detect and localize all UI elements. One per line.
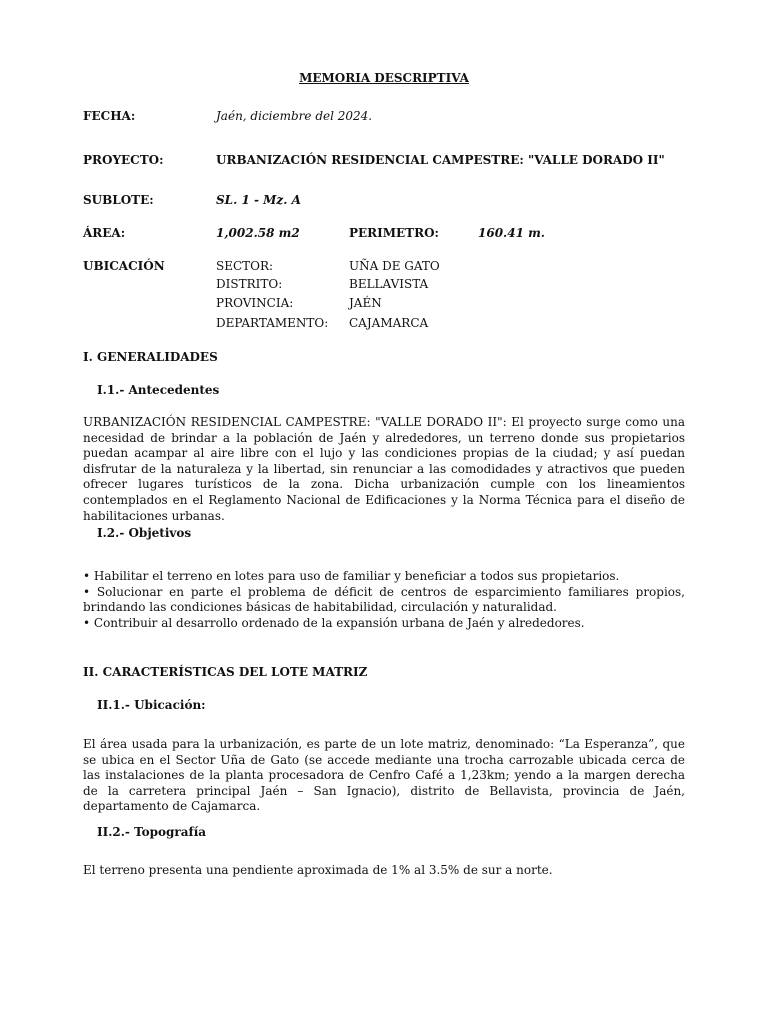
sublote-label: SUBLOTE: [83, 193, 154, 207]
antecedentes-paragraph: URBANIZACIÓN RESIDENCIAL CAMPESTRE: "VALLE DORADO II": El proyecto surge como una necesidad de brindar a la población de Jaén y alrededores, un terreno donde sus propietarios puedan acampar al aire libre con el lujo y las condiciones propias de la ciudad; y así puedan disfrutar de la naturaleza y la libertad, sin renunciar a las comodidades y atractivos que pueden ofrecer lugares turísticos de la zona. Dicha urbanización cumple con los lineamientos contemplados en el Reglamento Nacional de Edificaciones y la Norma Técnica para el diseño de habilitaciones urbanas. [83, 415, 685, 523]
perimetro-value: 160.41 m. [478, 226, 545, 240]
ubicacion-paragraph: El área usada para la urbanización, es parte de un lote matriz, denominado: “La Esperanza”, que se ubica en el Sector Uña de Gato (se accede mediante una trocha carrozable ubicada cerca de las instalaciones de la planta procesadora de Cenfro Café a 1,23km; yendo a la margen derecha de la carretera principal Jaén – San Ignacio), distrito de Bellavista, provincia de Jaén, departamento de Cajamarca. [83, 737, 685, 814]
document-title: MEMORIA DESCRIPTIVA [299, 71, 469, 85]
list-item: • Habilitar el terreno en lotes para uso de familiar y beneficiar a todos sus propietarios. [83, 569, 620, 583]
ubicacion-label: UBICACIÓN [83, 259, 165, 273]
section-1-2-heading: I.2.- Objetivos [97, 526, 192, 540]
section-2-1-heading: II.1.- Ubicación: [97, 698, 206, 712]
area-value: 1,002.58 m2 [216, 226, 300, 240]
section-1-1-heading: I.1.- Antecedentes [97, 383, 220, 397]
perimetro-label: PERIMETRO: [349, 226, 439, 240]
ubicacion-sector-value: UÑA DE GATO [349, 259, 440, 273]
section-2-heading: II. CARACTERÍSTICAS DEL LOTE MATRIZ [83, 665, 368, 679]
ubicacion-provincia-value: JAÉN [349, 296, 382, 310]
ubicacion-provincia-key: PROVINCIA: [216, 296, 294, 310]
ubicacion-distrito-key: DISTRITO: [216, 277, 283, 291]
proyecto-label: PROYECTO: [83, 153, 164, 167]
fecha-label: FECHA: [83, 109, 136, 123]
section-1-heading: I. GENERALIDADES [83, 350, 218, 364]
section-2-2-heading: II.2.- Topografía [97, 825, 207, 839]
proyecto-value: URBANIZACIÓN RESIDENCIAL CAMPESTRE: "VALLE DORADO II" [216, 153, 665, 167]
topografia-paragraph: El terreno presenta una pendiente aproximada de 1% al 3.5% de sur a norte. [83, 863, 553, 877]
ubicacion-distrito-value: BELLAVISTA [349, 277, 429, 291]
sublote-value: SL. 1 - Mz. A [216, 193, 301, 207]
list-item: • Contribuir al desarrollo ordenado de la expansión urbana de Jaén y alrededores. [83, 616, 585, 631]
fecha-value: Jaén, diciembre del 2024. [216, 109, 373, 123]
ubicacion-departamento-key: DEPARTAMENTO: [216, 316, 329, 330]
ubicacion-sector-key: SECTOR: [216, 259, 274, 273]
ubicacion-departamento-value: CAJAMARCA [349, 316, 429, 330]
list-item: • Solucionar en parte el problema de déficit de centros de esparcimiento familiares propios, brindando las condiciones básicas de habitabilidad, circulación y naturalidad. [83, 584, 685, 615]
objetivos-list [83, 569, 685, 632]
area-label: ÁREA: [83, 226, 126, 240]
